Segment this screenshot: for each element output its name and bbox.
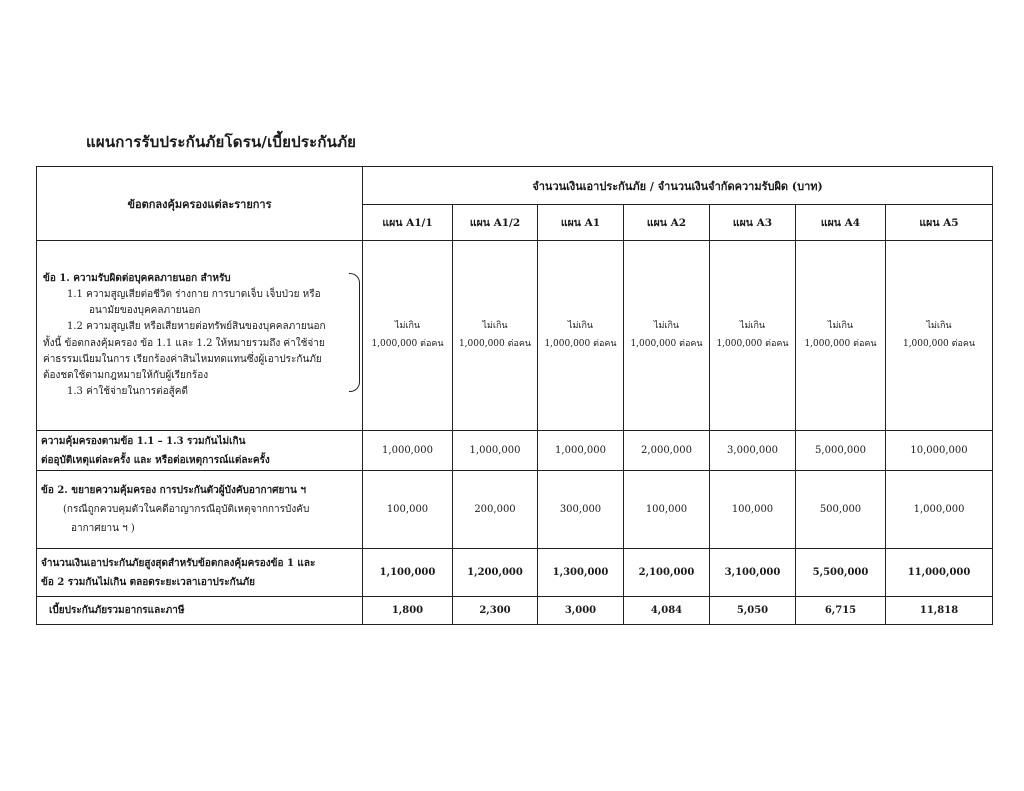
- plan-header: แผน A5: [886, 205, 993, 241]
- table-cell: 5,050: [710, 597, 796, 625]
- table-cell: 3,100,000: [710, 549, 796, 597]
- clause-1-2-line: ทั้งนี้ ข้อตกลงคุ้มครอง ข้อ 1.1 และ 1.2 ให้หมายรวมถึง ค่าใช้จ่าย: [43, 337, 325, 349]
- coverage-header: ข้อตกลงคุ้มครองแต่ละรายการ: [37, 167, 363, 241]
- premium-label: เบี้ยประกันภัยรวมอากรและภาษี: [37, 597, 363, 625]
- limit-cell: ไม่เกิน 1,000,000 ต่อคน: [538, 241, 624, 431]
- table-cell: 2,000,000: [624, 431, 710, 471]
- table-cell: 10,000,000: [886, 431, 993, 471]
- table-row-max-sum: [37, 549, 993, 597]
- table-cell: 200,000: [453, 471, 538, 549]
- max-sum-label: จำนวนเงินเอาประกันภัยสูงสุดสำหรับข้อตกลงคุ้มครองข้อ 1 และ ข้อ 2 รวมกันไม่เกิน ตลอดระยะเวลาเอาประกันภัย: [37, 549, 363, 597]
- plan-header: แผน A1/2: [453, 205, 538, 241]
- clause-1-2-line: 1.2 ความสูญเสีย หรือเสียหายต่อทรัพย์สินของบุคคลภายนอก: [67, 321, 326, 333]
- table-cell: 6,715: [796, 597, 886, 625]
- limit-cell: ไม่เกิน 1,000,000 ต่อคน: [886, 241, 993, 431]
- table-cell: 1,000,000: [886, 471, 993, 549]
- plan-header: แผน A3: [710, 205, 796, 241]
- table-cell: 11,000,000: [886, 549, 993, 597]
- clause-1-1-line: 1.1 ความสูญเสียต่อชีวิต ร่างกาย การบาดเจ็บ เจ็บป่วย หรือ: [67, 288, 321, 300]
- limit-cell: ไม่เกิน 1,000,000 ต่อคน: [796, 241, 886, 431]
- table-cell: 1,000,000: [538, 431, 624, 471]
- table-header-row: [37, 167, 993, 205]
- clause-1-label: [37, 241, 363, 431]
- table-cell: 2,300: [453, 597, 538, 625]
- table-cell: 3,000,000: [710, 431, 796, 471]
- limit-cell: ไม่เกิน 1,000,000 ต่อคน: [624, 241, 710, 431]
- limit-cell: ไม่เกิน 1,000,000 ต่อคน: [453, 241, 538, 431]
- limit-cell: ไม่เกิน 1,000,000 ต่อคน: [363, 241, 453, 431]
- clause-1-1-line: อนามัยของบุคคลภายนอก: [89, 305, 201, 317]
- table-cell: 5,500,000: [796, 549, 886, 597]
- clause-1-3-line: 1.3 ค่าใช้จ่ายในการต่อสู้คดี: [67, 386, 188, 398]
- table-cell: 1,300,000: [538, 549, 624, 597]
- clause-1-2-line: ต้องชดใช้ตามกฎหมายให้กับผู้เรียกร้อง: [43, 369, 209, 381]
- table-cell: 1,000,000: [453, 431, 538, 471]
- table-row-clause-1: [37, 241, 993, 431]
- plan-header: แผน A2: [624, 205, 710, 241]
- table-cell: 1,800: [363, 597, 453, 625]
- table-cell: 100,000: [363, 471, 453, 549]
- clause-1-2-line: ค่าธรรมเนียมในการ เรียกร้องค่าสินไหมทดแทนซึ่งผู้เอาประกันภัย: [43, 353, 322, 365]
- limit-cell: ไม่เกิน 1,000,000 ต่อคน: [710, 241, 796, 431]
- insurance-plan-table: [36, 166, 993, 625]
- table-cell: 100,000: [624, 471, 710, 549]
- table-cell: 500,000: [796, 471, 886, 549]
- total-1-3-label: ความคุ้มครองตามข้อ 1.1 – 1.3 รวมกันไม่เกิน ต่ออุบัติเหตุแต่ละครั้ง และ หรือต่อเหตุการณ์แต่ละครั้ง: [37, 431, 363, 471]
- table-cell: 1,000,000: [363, 431, 453, 471]
- table-cell: 2,100,000: [624, 549, 710, 597]
- curly-brace: [349, 273, 360, 393]
- table-cell: 100,000: [710, 471, 796, 549]
- table-cell: 1,100,000: [363, 549, 453, 597]
- plan-header: แผน A1/1: [363, 205, 453, 241]
- table-cell: 11,818: [886, 597, 993, 625]
- amount-header: จำนวนเงินเอาประกันภัย / จำนวนเงินจำกัดความรับผิด (บาท): [363, 167, 993, 205]
- clause-2-label: ข้อ 2. ขยายความคุ้มครอง การประกันตัวผู้บังคับอากาศยาน ฯ (กรณีถูกควบคุมตัวในคดีอาญากรณีอุบัติเหตุจากการบังคับ อากาศยาน ฯ ): [37, 471, 363, 549]
- table-cell: 4,084: [624, 597, 710, 625]
- table-row-premium: [37, 597, 993, 625]
- clause-1-heading: ข้อ 1. ความรับผิดต่อบุคคลภายนอก สำหรับ: [43, 272, 231, 284]
- plan-header: แผน A4: [796, 205, 886, 241]
- plan-header: แผน A1: [538, 205, 624, 241]
- table-cell: 1,200,000: [453, 549, 538, 597]
- table-cell: 3,000: [538, 597, 624, 625]
- table-row-total-1-3: [37, 431, 993, 471]
- table-cell: 300,000: [538, 471, 624, 549]
- table-cell: 5,000,000: [796, 431, 886, 471]
- page-title: แผนการรับประกันภัยโดรน/เบี้ยประกันภัย: [86, 133, 357, 151]
- table-row-clause-2: [37, 471, 993, 549]
